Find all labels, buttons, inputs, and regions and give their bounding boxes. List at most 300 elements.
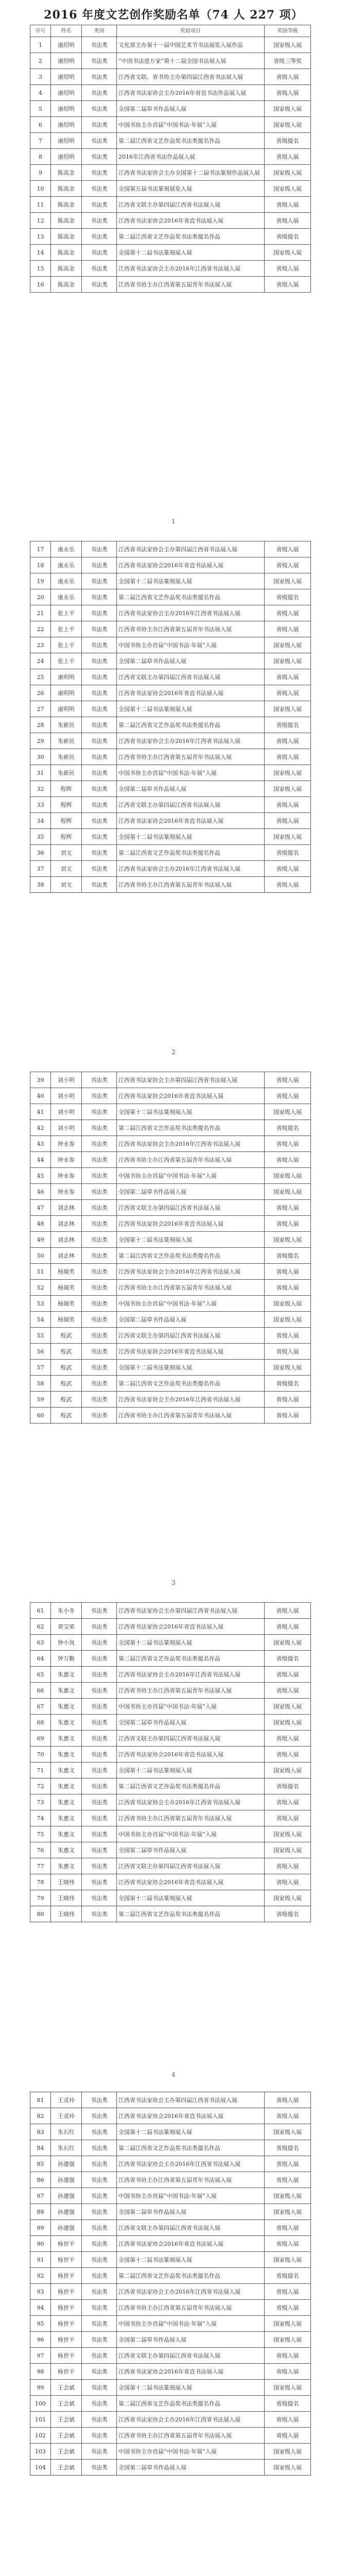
cell-name: 杨世平 [51,2252,82,2268]
cell-name: 朱石红 [51,2140,82,2156]
cell-item: 第二届江西省文艺作品奖书法类提名作品 [117,2140,265,2156]
cell-level: 省级入展 [265,1136,311,1152]
cell-level: 省级入展 [265,685,311,701]
table-row [30,733,311,749]
cell-name: 王会斌 [51,2460,82,2476]
cell-no: 57 [30,1360,51,1376]
cell-item: 江西省文联主办第四届江西省书法展入展 [117,669,265,685]
cell-item: 第二届江西省文艺作品奖书法类提名作品 [117,2396,265,2412]
cell-category: 书法类 [82,1344,117,1360]
cell-category: 书法类 [82,1762,117,1778]
page-number: 1 [171,518,176,525]
cell-no: 2 [30,53,51,69]
table-row [30,2188,311,2204]
cell-category: 书法类 [82,165,117,181]
cell-level: 省级入展 [265,797,311,813]
cell-category: 书法类 [82,1232,117,1248]
table-row [30,2204,311,2220]
table-row [30,2332,311,2348]
cell-no: 37 [30,861,51,877]
document-page [30,25,310,293]
cell-no: 104 [30,2460,51,2476]
cell-item: 江西省书法家协会主办2016年江西省书法展入展 [117,1136,265,1152]
cell-level: 国家级入展 [265,2124,311,2140]
cell-level: 省级入展 [265,1408,311,1423]
cell-category: 书法类 [82,245,117,261]
table-row [30,1858,311,1874]
cell-item: 江西省书法家协会2016年省直书法展入展 [117,813,265,829]
cell-category: 书法类 [82,2156,117,2172]
cell-item: 中国书协主办首届“中国书法·年展”入展 [117,2188,265,2204]
cell-name: 刘文 [51,861,82,877]
cell-category: 书法类 [82,1376,117,1392]
table-row [30,2364,311,2380]
cell-name: 朱惠文 [51,1667,82,1683]
cell-name: 朱惠文 [51,1794,82,1810]
cell-item: 江西省书协主办江西省第五届青年书法展入展 [117,1810,265,1826]
cell-level: 国家级入展 [265,117,311,133]
cell-item: 全国第十二届书法篆刻展入展 [117,701,265,717]
cell-item: 江西省书法家协会主办全国第十二届书法篆刻作品展入展 [117,165,265,181]
cell-category: 书法类 [82,1360,117,1376]
cell-name: 杨世平 [51,2348,82,2364]
cell-category: 书法类 [82,197,117,213]
cell-level: 省级入展 [265,2220,311,2236]
cell-category: 书法类 [82,2460,117,2476]
cell-category: 书法类 [82,669,117,685]
cell-level: 省级入展 [265,1747,311,1762]
cell-level: 省级入展 [265,2284,311,2300]
cell-name: 刘文 [51,845,82,861]
cell-item: 江西省文联主办第四届江西省书法展入展 [117,797,265,813]
cell-level: 省级提名 [265,1906,311,1922]
table-row [30,1264,311,1280]
cell-item: 江西省书法家协会2016年省直书法展入展 [117,1088,265,1104]
cell-level: 省级入展 [265,2156,311,2172]
table-row [30,877,311,893]
cell-no: 15 [30,261,51,277]
cell-item: 第二届江西省文艺作品奖书法类提名作品 [117,589,265,605]
cell-name: 朱惠文 [51,1810,82,1826]
table-row [30,69,311,85]
table-row [30,53,311,69]
table-row [30,2396,311,2412]
cell-no: 82 [30,2108,51,2124]
table-row [30,2236,311,2252]
cell-category: 书法类 [82,2140,117,2156]
cell-name: 刘小明 [51,1072,82,1088]
cell-level: 国家级入展 [265,181,311,197]
table-row [30,1168,311,1184]
document-page [30,2092,310,2476]
cell-level: 国家级入展 [265,653,311,669]
cell-name: 程辉 [51,813,82,829]
table-row [30,1328,311,1344]
table-row [30,213,311,229]
cell-category: 书法类 [82,1280,117,1296]
cell-category: 书法类 [82,53,117,69]
cell-category: 书法类 [82,1184,117,1200]
cell-level: 国家级入展 [265,1296,311,1312]
table-row [30,85,311,101]
cell-no: 67 [30,1699,51,1715]
cell-name: 程武 [51,1408,82,1423]
cell-level: 国家级入展 [265,1360,311,1376]
cell-level: 省级提名 [265,2268,311,2284]
table-row [30,621,311,637]
cell-level: 省级入展 [265,213,311,229]
cell-name: 朱惠文 [51,1731,82,1747]
table-row [30,2444,311,2460]
cell-name: 康永乐 [51,557,82,573]
cell-name: 孙建强 [51,2188,82,2204]
cell-name: 朱惠文 [51,1683,82,1699]
cell-level: 省级入展 [265,1731,311,1747]
cell-no: 22 [30,621,51,637]
table-row [30,245,311,261]
cell-no: 89 [30,2220,51,2236]
table-row [30,1104,311,1120]
cell-category: 书法类 [82,1408,117,1423]
table-row [30,1874,311,1890]
table-row [30,1280,311,1296]
cell-no: 29 [30,733,51,749]
cell-category: 书法类 [82,2124,117,2140]
cell-level: 国家级入展 [265,1635,311,1651]
cell-name: 陈高金 [51,261,82,277]
cell-category: 书法类 [82,1842,117,1858]
cell-name: 康绍明 [51,53,82,69]
cell-level: 国家级入展 [265,2316,311,2332]
cell-category: 书法类 [82,101,117,117]
cell-item: 全国第十二届书法篆刻展入展 [117,1890,265,1906]
cell-level: 国家级入展 [265,1312,311,1328]
cell-item: 第二届江西省文艺作品奖书法类提名作品 [117,717,265,733]
cell-level: 国家级入展 [265,1184,311,1200]
cell-item: 江西省书法家协会主办2016年江西省书法展入展 [117,733,265,749]
cell-item: 江西省书协主办江西省第五届青年书法展入展 [117,2300,265,2316]
table-row [30,1890,311,1906]
cell-item: 江西省书法家协会2016年省直书法展入展 [117,1216,265,1232]
cell-name: 王会斌 [51,2428,82,2444]
cell-no: 65 [30,1667,51,1683]
cell-item: 江西省文联、省书协主办第四届江西省书法展入展 [117,69,265,85]
cell-category: 书法类 [82,1858,117,1874]
table-row [30,669,311,685]
page-number: 3 [171,1579,176,1586]
cell-name: 杨世平 [51,2364,82,2380]
table-row [30,1762,311,1778]
cell-level: 国家级入展 [265,2204,311,2220]
cell-no: 101 [30,2412,51,2428]
table-row [30,37,311,53]
header-name: 姓名 [51,25,82,37]
cell-category: 书法类 [82,621,117,637]
cell-level: 国家级入展 [265,765,311,781]
cell-name: 刘小明 [51,1104,82,1120]
cell-item: 江西省文联主办第四届江西省书法展入展 [117,2348,265,2364]
cell-name: 杨世平 [51,2332,82,2348]
cell-no: 48 [30,1216,51,1232]
table-row [30,1072,311,1088]
cell-no: 33 [30,797,51,813]
cell-category: 书法类 [82,1216,117,1232]
cell-item: 江西省书法家协会主办2016年江西省书法展入展 [117,1264,265,1280]
cell-name: 康绍明 [51,85,82,101]
cell-level: 省级入展 [265,1344,311,1360]
cell-item: 中国书协主办首届“中国书法·年展”入展 [117,1826,265,1842]
table-row [30,861,311,877]
cell-level: 省级入展 [265,1264,311,1280]
cell-category: 书法类 [82,573,117,589]
cell-item: 江西省书法家协会2016年省直书法展入展 [117,1619,265,1635]
cell-item: 江西省书法家协会主办2016年省直书法作品展入展 [117,85,265,101]
document-title: 2016 年度文艺创作奖励名单（74 人 227 项） [44,8,303,22]
cell-no: 23 [30,637,51,653]
cell-item: 中国书协主办首届“中国书法·年展”入展 [117,2444,265,2460]
cell-no: 1 [30,37,51,53]
cell-level: 省级入展 [265,557,311,573]
cell-no: 83 [30,2124,51,2140]
cell-no: 77 [30,1858,51,1874]
cell-level: 国家级入展 [265,37,311,53]
cell-item: 第二届江西省文艺作品奖书法类提名作品 [117,1376,265,1392]
cell-name: 陈高金 [51,197,82,213]
table-row [30,589,311,605]
cell-name: 康绍明 [51,69,82,85]
cell-no: 55 [30,1328,51,1344]
cell-name: 孙建强 [51,2172,82,2188]
cell-name: 程武 [51,1360,82,1376]
cell-level: 省级入展 [265,1072,311,1088]
cell-level: 省级入展 [265,1619,311,1635]
table-row [30,277,311,293]
table-row [30,1088,311,1104]
cell-category: 书法类 [82,733,117,749]
cell-no: 14 [30,245,51,261]
cell-no: 80 [30,1906,51,1922]
cell-name: 康明明 [51,669,82,685]
cell-item: 江西省书协主办江西省第五届青年书法展入展 [117,1280,265,1296]
cell-name: 陈高金 [51,181,82,197]
cell-name: 黄宝荣 [51,1619,82,1635]
cell-name: 刘志林 [51,1200,82,1216]
cell-no: 21 [30,605,51,621]
table-row [30,261,311,277]
table-row [30,1216,311,1232]
cell-category: 书法类 [82,69,117,85]
cell-level: 省级提名 [265,2140,311,2156]
cell-no: 85 [30,2156,51,2172]
cell-item: 中国书协主办首届“中国书法·年展”入展 [117,637,265,653]
cell-level: 国家级入展 [265,2444,311,2460]
table-row [30,2172,311,2188]
cell-level: 省级入展 [265,733,311,749]
cell-category: 书法类 [82,717,117,733]
award-table [30,2092,311,2476]
cell-no: 8 [30,149,51,165]
cell-name: 康绍明 [51,117,82,133]
cell-category: 书法类 [82,1906,117,1922]
cell-no: 30 [30,749,51,765]
cell-level: 省级提名 [265,1120,311,1136]
cell-no: 26 [30,685,51,701]
cell-level: 省级提名 [265,229,311,245]
cell-item: 全国第十二届书法篆刻展入展 [117,829,265,845]
cell-category: 书法类 [82,1312,117,1328]
cell-category: 书法类 [82,213,117,229]
cell-category: 书法类 [82,229,117,245]
table-row [30,133,311,149]
cell-item: 中国书协主办首届“中国书法·年展”入展 [117,1296,265,1312]
cell-level: 省级入展 [265,2236,311,2252]
cell-category: 书法类 [82,1651,117,1667]
cell-category: 书法类 [82,2236,117,2252]
cell-no: 81 [30,2092,51,2108]
cell-level: 省级入展 [265,1810,311,1826]
cell-category: 书法类 [82,781,117,797]
cell-level: 省级入展 [265,1088,311,1104]
cell-level: 国家级入展 [265,1762,311,1778]
cell-item: 江西省书法家协会主办2016年江西省书法展入展 [117,1392,265,1408]
cell-category: 书法类 [82,2172,117,2188]
cell-name: 朱小冬 [51,1603,82,1619]
cell-name: 杨瑞男 [51,1296,82,1312]
table-row [30,2284,311,2300]
table-row [30,797,311,813]
table-row [30,2140,311,2156]
cell-category: 书法类 [82,1120,117,1136]
cell-name: 朱石红 [51,2124,82,2140]
cell-category: 书法类 [82,1136,117,1152]
cell-item: 第二届江西省文艺作品奖书法类提名作品 [117,1778,265,1794]
cell-name: 钟永春 [51,1168,82,1184]
cell-item: 全国第二届草书作品展入展 [117,2460,265,2476]
cell-item: 江西省书法家协会主办2016年江西省书法展入展 [117,2412,265,2428]
cell-level: 国家级入展 [265,781,311,797]
cell-level: 省级入展 [265,1683,311,1699]
cell-name: 朱新民 [51,733,82,749]
table-row [30,1778,311,1794]
cell-category: 书法类 [82,1168,117,1184]
cell-level: 省级入展 [265,2364,311,2380]
table-row [30,165,311,181]
cell-level: 省级入展 [265,2348,311,2364]
cell-level: 省级入展 [265,1858,311,1874]
cell-category: 书法类 [82,813,117,829]
cell-category: 书法类 [82,2428,117,2444]
cell-name: 刘小明 [51,1120,82,1136]
cell-no: 79 [30,1890,51,1906]
cell-level: 省级入展 [265,1280,311,1296]
cell-name: 王晓伟 [51,1874,82,1890]
cell-level: 省级提名 [265,133,311,149]
header-no: 序号 [30,25,51,37]
cell-level: 省级入展 [265,1216,311,1232]
cell-item: 江西省书协主办江西省第五届青年书法展入展 [117,621,265,637]
table-row [30,1603,311,1619]
cell-level: 国家级入展 [265,1715,311,1731]
table-row [30,1296,311,1312]
table-row [30,1794,311,1810]
cell-item: 江西省文联主办第四届江西省书法展入展 [117,1328,265,1344]
cell-no: 34 [30,813,51,829]
cell-name: 陈高金 [51,277,82,293]
cell-no: 62 [30,1619,51,1635]
cell-name: 刘志林 [51,1232,82,1248]
cell-name: 王灵玲 [51,2092,82,2108]
cell-category: 书法类 [82,701,117,717]
cell-category: 书法类 [82,2348,117,2364]
cell-no: 76 [30,1842,51,1858]
cell-level: 国家级入展 [265,1826,311,1842]
cell-no: 31 [30,765,51,781]
cell-level: 省级入展 [265,85,311,101]
table-row [30,2460,311,2476]
cell-category: 书法类 [82,1296,117,1312]
cell-no: 6 [30,117,51,133]
cell-name: 孙建强 [51,2220,82,2236]
table-row [30,749,311,765]
cell-item: 全国第十二届书法篆刻展入展 [117,1635,265,1651]
cell-no: 17 [30,541,51,557]
table-row [30,1408,311,1423]
cell-category: 书法类 [82,133,117,149]
cell-no: 18 [30,557,51,573]
cell-no: 16 [30,277,51,293]
cell-level: 省级提名 [265,1651,311,1667]
cell-no: 66 [30,1683,51,1699]
cell-category: 书法类 [82,829,117,845]
cell-name: 王晓伟 [51,1906,82,1922]
cell-level: 省级入展 [265,1794,311,1810]
cell-name: 杨世平 [51,2236,82,2252]
cell-name: 王灵玲 [51,2108,82,2124]
table-row [30,2268,311,2284]
cell-name: 朱惠文 [51,1842,82,1858]
cell-item: “中国书法进万家”第十二届全国书法展入展 [117,53,265,69]
table-row [30,541,311,557]
cell-category: 书法类 [82,1699,117,1715]
cell-no: 94 [30,2300,51,2316]
cell-level: 国家级入展 [265,1168,311,1184]
table-row [30,1312,311,1328]
cell-item: 江西省书协主办江西省第五届青年书法展入展 [117,749,265,765]
cell-level: 省级入展 [265,2092,311,2108]
cell-no: 5 [30,101,51,117]
cell-item: 江西省书法家协会2016年省直书法展入展 [117,685,265,701]
table-row [30,1619,311,1635]
table-row [30,2412,311,2428]
table-row [30,1360,311,1376]
cell-category: 书法类 [82,589,117,605]
cell-no: 103 [30,2444,51,2460]
cell-name: 康永乐 [51,573,82,589]
cell-level: 国家级入展 [265,101,311,117]
cell-level: 省级入展 [265,2108,311,2124]
cell-category: 书法类 [82,1088,117,1104]
award-table [30,25,311,293]
cell-item: 第二届江西省文艺作品奖书法类提名作品 [117,845,265,861]
table-row [30,2108,311,2124]
cell-item: 中国书协主办首届“中国书法·年展”入展 [117,2316,265,2332]
cell-item: 江西省文联主办第四届江西省书法展入展 [117,197,265,213]
cell-name: 程辉 [51,797,82,813]
cell-level: 国家级入展 [265,165,311,181]
cell-no: 92 [30,2268,51,2284]
table-row [30,1184,311,1200]
cell-name: 陈高金 [51,165,82,181]
